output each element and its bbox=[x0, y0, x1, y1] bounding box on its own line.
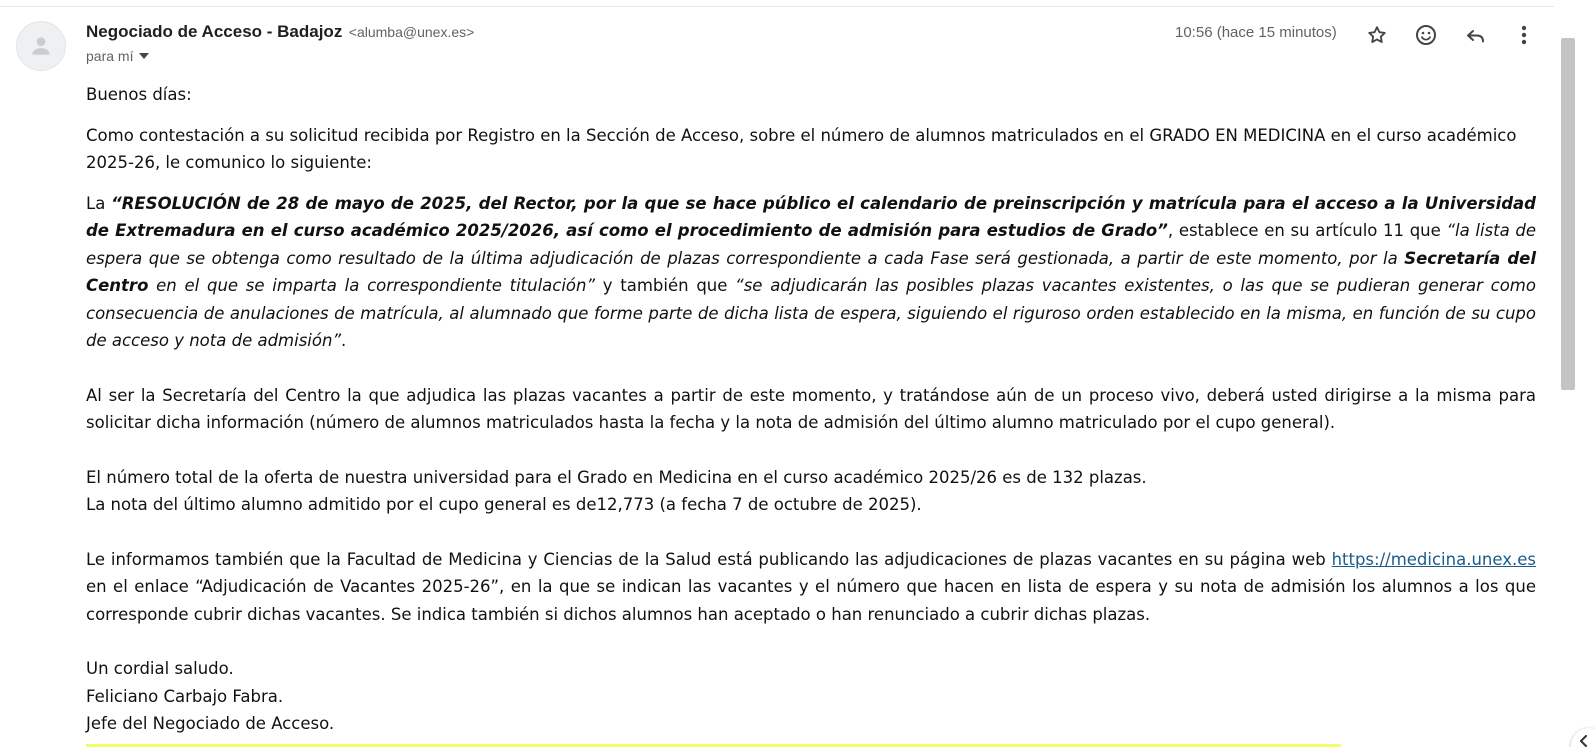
chevron-down-icon bbox=[139, 53, 149, 59]
signature-title: Jefe del Negociado de Acceso. bbox=[86, 714, 335, 733]
more-options-button[interactable] bbox=[1508, 19, 1540, 51]
faculty-text-end: en el enlace “Adjudicación de Vacantes 2025-26”, en la que se indican las vacantes y el número que hacen en lista de espera y su nota de admisión los alumnos a los que corresponde cubrir dichas vacantes. Se indica también si dichos alumnos han aceptado o han renunciado a cubrir dichas plazas. bbox=[86, 577, 1536, 624]
sender-avatar[interactable] bbox=[16, 21, 66, 71]
emoji-icon bbox=[1414, 23, 1438, 47]
closing: Un cordial saludo. bbox=[86, 659, 234, 678]
signature-name: Feliciano Carbajo Fabra. bbox=[86, 686, 284, 706]
greeting: Buenos días: bbox=[86, 85, 192, 104]
recipient-dropdown[interactable] bbox=[86, 48, 149, 64]
resolution-end: . bbox=[341, 331, 347, 350]
resolution-title: “RESOLUCIÓN de 28 de mayo de 2025, del Rector, por la que se hace público el calendario de preinscripción y matrícula para el acceso a la Universidad de Extremadura en el curso académico 2025/2026, así como el procedimiento de admisión para estudios de Grado” bbox=[86, 193, 1536, 240]
star-button[interactable] bbox=[1361, 19, 1393, 51]
secretaria-paragraph: Al ser la Secretaría del Centro la que adjudica las plazas vacantes a partir de este momento, y tratándose aún de un proceso vivo, deberá usted dirigirse a la misma para solicitar dicha información (número de alumnos matriculados hasta la fecha y la nota de admisión del último alumno matriculado por el cupo general). bbox=[86, 385, 1536, 432]
article-quote-1: “la lista de espera que se obtenga como resultado de la última adjudicación de plazas correspondiente a cada Fase será gestionada, a partir de este momento, por la bbox=[86, 221, 1536, 268]
message-timestamp: 10:56 (hace 15 minutos) bbox=[1175, 24, 1337, 41]
resolution-paragraph bbox=[86, 190, 1536, 355]
faculty-text: Le informamos también que la Facultad de Medicina y Ciencias de la Salud está publicando las adjudicaciones de plazas vacantes en su página web bbox=[86, 549, 1332, 569]
person-icon bbox=[28, 33, 54, 59]
message-body bbox=[86, 81, 1536, 738]
chevron-left-icon bbox=[1578, 735, 1590, 747]
faculty-website-link[interactable]: https://medicina.unex.es bbox=[1331, 549, 1536, 569]
more-vertical-icon bbox=[1521, 25, 1527, 45]
scrollbar-thumb[interactable] bbox=[1561, 38, 1575, 390]
star-icon bbox=[1366, 24, 1388, 46]
collapse-side-panel-button[interactable] bbox=[1571, 728, 1595, 747]
article-quote-1-end: en el que se imparta la correspondiente titulación” bbox=[148, 276, 596, 295]
resolution-text: , establece en su artículo 11 que bbox=[1167, 221, 1447, 240]
reply-button[interactable] bbox=[1459, 19, 1491, 51]
secretaria-emphasis: Secretaría del Centro bbox=[86, 248, 1536, 295]
admission-grade-line: La nota del último alumno admitido por el cupo general es de12,773 (a fecha 7 de octubre de 2025). bbox=[86, 495, 922, 514]
resolution-connector: y también que bbox=[595, 276, 736, 295]
offer-line: El número total de la oferta de nuestra universidad para el Grado en Medicina en el curso académico 2025/26 es de 132 plazas. bbox=[86, 467, 1147, 487]
sender-name[interactable]: Negociado de Acceso - Badajoz bbox=[86, 22, 343, 41]
top-divider bbox=[0, 6, 1554, 7]
reply-icon bbox=[1463, 23, 1487, 47]
sender-line bbox=[86, 22, 474, 42]
faculty-paragraph bbox=[86, 546, 1536, 629]
emoji-reaction-button[interactable] bbox=[1410, 19, 1442, 51]
resolution-lead: La bbox=[86, 193, 112, 213]
intro-paragraph: Como contestación a su solicitud recibida por Registro en la Sección de Acceso, sobre el número de alumnos matriculados en el GRADO EN MEDICINA en el curso académico 2025-26, le comunico lo siguiente: bbox=[86, 125, 1517, 172]
article-quote-2: “se adjudicarán las posibles plazas vacantes existentes, o las que se pudieran generar como consecuencia de anulaciones de matrícula, al alumnado que forme parte de dicha lista de espera, siguiendo el riguroso orden establecido en la misma, en función de su cupo de acceso y nota de admisión” bbox=[86, 276, 1536, 350]
sender-email: <alumba@unex.es> bbox=[348, 24, 475, 40]
recipient-label: para mí bbox=[86, 48, 134, 64]
